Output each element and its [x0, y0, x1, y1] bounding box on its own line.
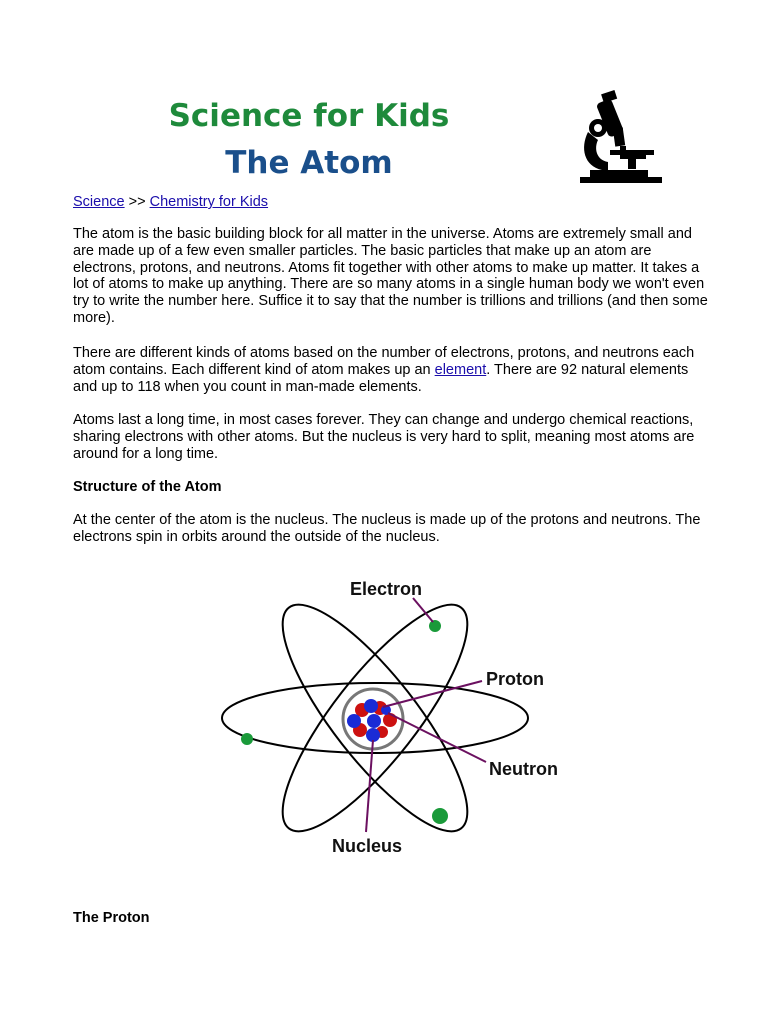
label-neutron: Neutron	[489, 759, 558, 779]
pointer-neutron	[388, 713, 486, 762]
label-nucleus: Nucleus	[332, 836, 403, 856]
label-electron: Electron	[350, 579, 423, 599]
atom-diagram	[210, 570, 570, 870]
section-heading-proton: The Proton	[73, 910, 150, 926]
electron-particle	[241, 733, 253, 745]
element-link[interactable]: element	[434, 361, 487, 378]
paragraph-elements-text-1: There are different kinds of atoms based on the number of electrons, protons, and neutrons each atom contains. Each different kind of atom makes up an	[73, 345, 695, 378]
paragraph-structure: At the center of the atom is the nucleus. The nucleus is made up of the protons and neutrons. The electrons spin in orbits around the outside of the nucleus.	[73, 512, 701, 545]
paragraph-elements	[73, 345, 713, 395]
neutron-particle	[367, 714, 381, 728]
breadcrumb-separator: >>	[124, 194, 150, 210]
label-proton: Proton	[486, 669, 544, 689]
section-heading-structure: Structure of the Atom	[73, 479, 222, 495]
breadcrumb-link-chemistry[interactable]: Chemistry for Kids	[149, 194, 269, 210]
microscope-icon	[576, 88, 666, 192]
electron-particle	[429, 620, 441, 632]
neutron-particle	[347, 714, 361, 728]
neutron-particle	[364, 699, 378, 713]
breadcrumb-link-science[interactable]: Science	[73, 194, 125, 210]
electron-particle	[432, 808, 448, 824]
neutron-particle	[366, 728, 380, 742]
paragraph-lifespan: Atoms last a long time, in most cases forever. They can change and undergo chemical reactions, sharing electrons with other atoms. But the nucleus is very hard to split, meaning most atoms are around for a long time.	[73, 412, 695, 462]
paragraph-elements-text-2: . There are 92 natural elements and up to 118 when you count in man-made elements.	[73, 361, 689, 395]
page-title: Science for Kids	[168, 98, 450, 134]
breadcrumb	[73, 193, 268, 211]
paragraph-intro: The atom is the basic building block for all matter in the universe. Atoms are extremely small and are made up of a few even smaller particles. The basic particles that make up an atom are electrons, protons, and neutrons. Atoms fit together with other atoms to make up matter. It takes a lot of atoms to make up anything. There are so many atoms in a single human body we won't even try to write the number here. Suffice it to say that the number is trillions and trillions (and then some more).	[73, 226, 708, 326]
page-subtitle: The Atom	[225, 145, 393, 181]
